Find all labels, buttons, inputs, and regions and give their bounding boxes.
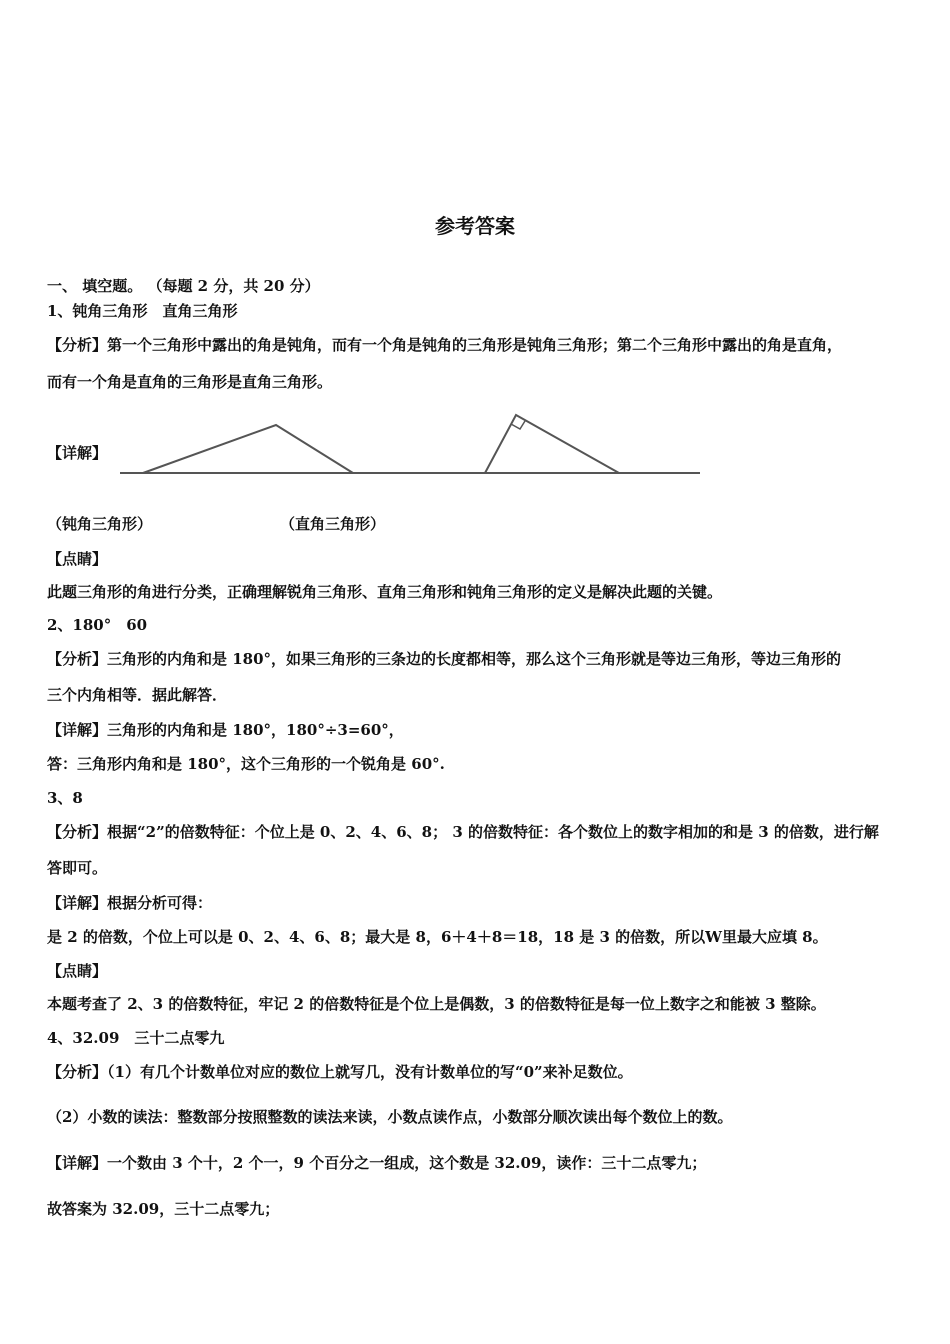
q4-detail-2: 故答案为 32.09，三十二点零九；	[47, 1200, 280, 1218]
section-heading: 一、 填空题。 （每题 2 分，共 20 分）	[47, 277, 320, 295]
q2-answer: 2、180° 60	[47, 616, 148, 634]
q4-analysis-line-1: 【分析】（1）有几个计数单位对应的数位上就写几，没有计数单位的写“0”来补足数位。	[47, 1063, 633, 1081]
caption-obtuse: （钝角三角形）	[47, 515, 153, 533]
q4-analysis-line-2: （2）小数的读法：整数部分按照整数的读法来读，小数点读作点，小数部分顺次读出每个数位上的数。	[47, 1108, 733, 1126]
q2-detail-2: 答：三角形内角和是 180°，这个三角形的一个锐角是 60°.	[47, 755, 445, 773]
q3-analysis-line-1: 【分析】根据“2”的倍数特征：个位上是 0、2、4、6、8； 3 的倍数特征：各个数位上的数字相加的和是 3 的倍数，进行解	[47, 823, 879, 841]
q1-analysis-line-1: 【分析】第一个三角形中露出的角是钝角，而有一个角是钝角的三角形是钝角三角形；第二个三角形中露出的角是直角，	[47, 336, 843, 354]
q2-detail: 【详解】三角形的内角和是 180°，180°÷3=60°，	[47, 721, 404, 739]
q1-analysis-line-2: 而有一个角是直角的三角形是直角三角形。	[47, 373, 333, 391]
q4-answer: 4、32.09 三十二点零九	[47, 1029, 225, 1047]
page-title: 参考答案	[435, 214, 515, 238]
q1-point-label: 【点睛】	[47, 550, 108, 568]
q3-analysis-line-2: 答即可。	[47, 859, 108, 877]
q3-point: 本题考查了 2、3 的倍数特征，牢记 2 的倍数特征是个位上是偶数，3 的倍数特征是每一位上数字之和能被 3 整除。	[47, 995, 826, 1013]
q2-analysis-line-1: 【分析】三角形的内角和是 180°，如果三角形的三条边的长度都相等，那么这个三角形就是等边三角形，等边三角形的	[47, 650, 842, 668]
right-triangle	[485, 415, 619, 473]
q3-point-label: 【点睛】	[47, 962, 108, 980]
q3-detail: 【详解】根据分析可得：	[47, 894, 213, 912]
q3-answer: 3、8	[47, 789, 83, 807]
obtuse-triangle	[143, 425, 353, 473]
q3-detail-2: 是 2 的倍数，个位上可以是 0、2、4、6、8；最大是 8，6＋4＋8＝18，18 是 3 的倍数，所以W里最大应填 8。	[47, 928, 828, 946]
triangles-figure	[115, 410, 710, 482]
q4-detail: 【详解】一个数由 3 个十，2 个一，9 个百分之一组成，这个数是 32.09，读作：三十二点零九；	[47, 1154, 707, 1172]
q2-analysis-line-2: 三个内角相等．据此解答．	[47, 686, 228, 704]
q1-point: 此题三角形的角进行分类，正确理解锐角三角形、直角三角形和钝角三角形的定义是解决此题的关键。	[47, 583, 723, 601]
q1-answer: 1、钝角三角形 直角三角形	[47, 302, 238, 320]
caption-right: （直角三角形）	[280, 515, 386, 533]
q1-detail-label: 【详解】	[47, 444, 108, 462]
